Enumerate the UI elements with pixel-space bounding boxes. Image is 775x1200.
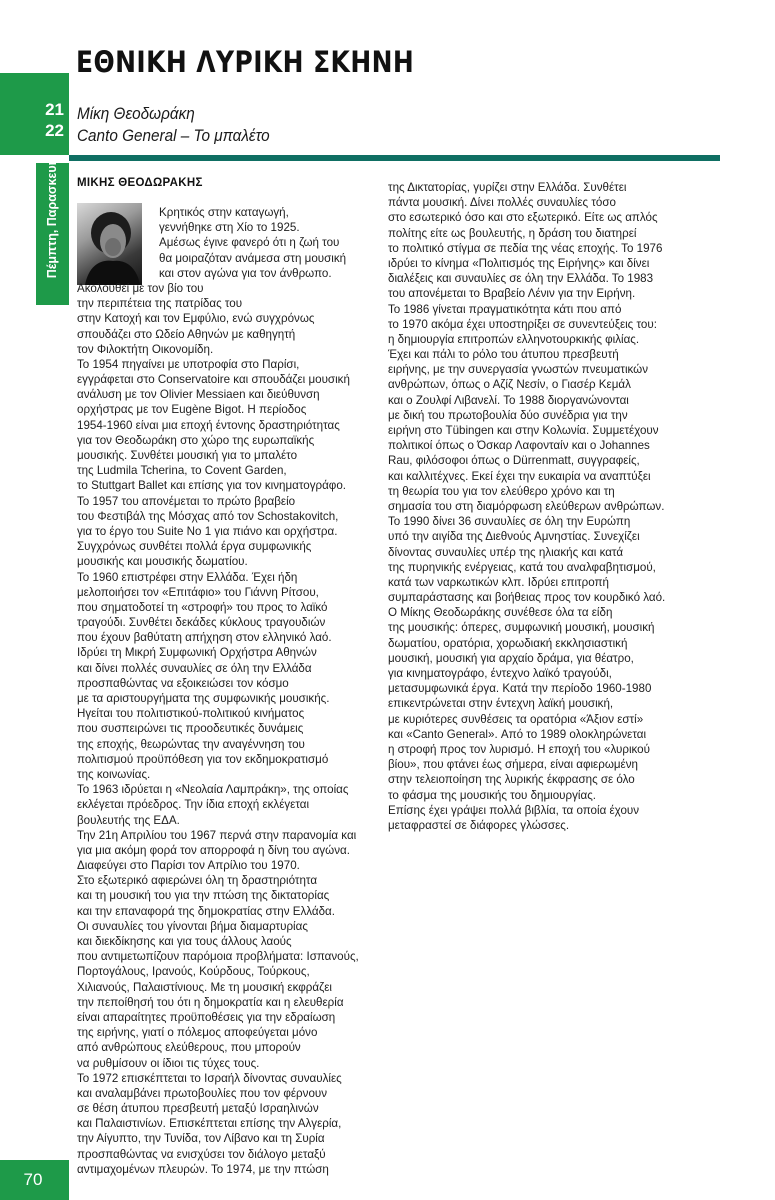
text-line: ανθρώπων, όπως ο Αζίζ Νεσίν, ο Γιασέρ Κεμάλ	[388, 378, 631, 392]
text-line: το πολιτικό στίγμα σε πεδία της νέας εποχής. Το 1976	[388, 241, 663, 255]
text-line: προσπαθώντας να ενισχύσει τον διάλογο μεταξύ	[77, 1147, 326, 1161]
page-number-box	[0, 1160, 69, 1200]
text-line: Το 1990 δίνει 36 συναυλίες σε όλη την Ευρώπη	[388, 515, 631, 529]
text-line: Έχει και πάλι το ρόλο του άτυπου πρεσβευτή	[388, 348, 619, 362]
side-tab	[36, 157, 69, 305]
text-line: από ανθρώπους ελεύθερους, που μπορούν	[77, 1041, 301, 1055]
text-line: Ηγείται του πολιτιστικού-πολιτικού κινήματος	[77, 707, 305, 721]
text-line: με τα αριστουργήματα της συμφωνικής μουσικής.	[77, 692, 330, 705]
text-line: Το 1986 γίνεται πραγματικότητα κάτι που από	[388, 302, 622, 316]
text-line: Rau, φιλόσοφοι όπως ο Dürrenmatt, συγγραφείς,	[388, 454, 640, 468]
text-line: εγγράφεται στο Conservatoire και σπουδάζει μουσική	[77, 373, 350, 387]
text-line: που έχουν βαθύτατη απήχηση στον ελληνικό λαό.	[77, 631, 332, 645]
text-line: τον Φιλοκτήτη Οικονομίδη.	[77, 342, 214, 356]
text-line: θα μοιραζόταν ανάμεσα στη μουσική	[159, 251, 347, 265]
text-line: την πεποίθησή του ότι η δημοκρατία και η ελευθερία	[77, 995, 344, 1009]
text-line: Αμέσως έγινε φανερό ότι η ζωή του	[159, 236, 340, 250]
header-rule	[69, 155, 720, 161]
page-number: 70	[23, 1170, 43, 1189]
text-line: την περιπέτεια της πατρίδας του	[77, 297, 243, 311]
text-line: του Φεστιβάλ της Μόσχας από τον Schostakovitch,	[77, 509, 339, 523]
text-line: Το 1954 πηγαίνει με υποτροφία στο Παρίσι,	[77, 357, 300, 371]
article-heading: ΜΙΚΗΣ ΘΕΟΔΩΡΑΚΗΣ	[77, 177, 203, 189]
text-line: που συσπειρώνει τις προοδευτικές δυνάμεις	[77, 722, 304, 736]
text-line: πολιτισμού προϋπόθεση για τον εκδημοκρατισμό	[77, 752, 329, 766]
text-line: εκλέγεται πρόεδρος. Την ίδια εποχή εκλέγεται	[77, 798, 310, 812]
text-line: Οι συναυλίες του γίνονται βήμα διαμαρτυρίας	[77, 919, 308, 933]
issue-number-bottom: 22	[45, 121, 64, 140]
issue-number-top: 21	[45, 100, 64, 119]
text-line: η στροφή προς τον λυρισμό. Η εποχή του «λυρικού	[388, 742, 650, 756]
text-line: δωματίου, ορατόρια, χορωδιακή εκκλησιαστική	[388, 636, 628, 650]
text-line: και στον αγώνα για τον άνθρωπο.	[159, 266, 332, 280]
text-line: ειρήνη στο Tübingen και στην Κολωνία. Συμμετέχουν	[388, 424, 659, 437]
text-line: με δική του πρωτοβουλία δύο συνέδρια για την	[388, 408, 628, 422]
text-line: για τον Θεοδωράκη στο χώρο της ευρωπαϊκής	[77, 433, 315, 447]
text-line: και Παλαιστινίων. Επισκέπτεται επίσης την Αλγερία,	[77, 1117, 342, 1131]
issue-number-box	[0, 73, 69, 155]
text-line: γεννήθηκε στη Χίο το 1925.	[159, 221, 300, 235]
text-line: Το 1960 επιστρέφει στην Ελλάδα. Έχει ήδη	[77, 570, 298, 584]
text-line: για κινηματογράφο, έντεχνο λαϊκό τραγούδι,	[388, 667, 612, 680]
text-line: βίου», που φτάνει έως σήμερα, είναι αφιερωμένη	[388, 758, 638, 772]
text-line: και διεκδίκησης και για τους άλλους λαούς	[77, 935, 292, 948]
article-column-left	[77, 205, 372, 1177]
text-line: του απονέμεται το Βραβείο Λένιν για την Ειρήνη.	[388, 287, 636, 301]
text-line: ειρήνης, με την συνεργασία γνωστών πνευματικών	[388, 363, 649, 377]
text-line: επικεντρώνεται στην έντεχνη λαϊκή μουσική,	[388, 697, 614, 711]
text-line: είναι απαραίτητες προϋποθέσεις για την εδραίωση	[77, 1010, 336, 1024]
text-line: και «Canto General». Από το 1989 ολοκληρώνεται	[388, 727, 647, 741]
text-line: το Stuttgart Ballet και επίσης για τον κινηματογράφο.	[77, 479, 346, 493]
text-line: με κυριότερες συνθέσεις τα ορατόρια «Άξιον εστί»	[388, 712, 644, 726]
page-title: ΕΘΝΙΚΗ ΛΥΡΙΚΗ ΣΚΗΝΗ	[76, 45, 415, 79]
text-line: μουσική, μουσική για αρχαίο δράμα, για θέατρο,	[388, 651, 634, 665]
text-line: της Ludmila Tcherina, το Covent Garden,	[77, 464, 287, 478]
text-line: η δημιουργία επιτροπών ελληνοτουρκικής φιλίας.	[388, 332, 640, 346]
text-line: στην Κατοχή και τον Εμφύλιο, ενώ συγχρόνως	[77, 312, 315, 326]
text-line: ορχήστρας με τον Eugène Bigot. Η περίοδος	[77, 403, 307, 417]
text-line: Πορτογάλους, Ιρανούς, Κούρδους, Τούρκους,	[77, 965, 310, 979]
text-line: Ακολουθεί με τον βίο του	[77, 281, 204, 295]
text-line: πολιτικοί όπως ο Όσκαρ Λαφονταίν και ο Johannes	[388, 439, 650, 453]
text-line: μεταφραστεί σε διάφορες γλώσσες.	[388, 818, 570, 832]
text-line: ιδρύει το κίνημα «Πολιτισμός της Ειρήνης» και δίνει	[388, 256, 650, 270]
text-line: της εποχής, θεωρώντας την αναγέννηση του	[77, 737, 305, 751]
text-line: που σηματοδοτεί τη «στροφή» του προς το λαϊκό	[77, 600, 328, 614]
text-line: της Δικτατορίας, γυρίζει στην Ελλάδα. Συνθέτει	[388, 181, 627, 194]
text-line: και δίνει πολλές συναυλίες σε όλη την Ελλάδα	[77, 661, 312, 675]
text-line: τραγούδι. Συνθέτει δεκάδες κύκλους τραγουδιών	[77, 616, 326, 630]
text-line: αντιμαχομένων πλευρών. Το 1974, με την πτώση	[77, 1162, 329, 1176]
text-line: το φάσμα της μουσικής του δημιουργίας.	[388, 788, 597, 802]
text-line: Το 1957 του απονέμεται το πρώτο βραβείο	[77, 494, 296, 508]
text-line: διαλέξεις και συναυλίες σε όλη την Ελλάδα. Το 1983	[388, 272, 654, 286]
text-line: Ο Μίκης Θεοδωράκης συνέθεσε όλα τα είδη	[388, 606, 613, 620]
text-line: μουσικής. Συνθέτει μουσική για το μπαλέτο	[77, 449, 298, 462]
text-line: συμπαράστασης και βοήθειας προς τον κουρδικό λαό.	[388, 591, 666, 605]
text-line: μουσικής και μουσικής δωματίου.	[77, 555, 248, 569]
text-line: 1954-1960 είναι μια εποχή έντονης δραστηριότητας	[77, 418, 340, 432]
text-line: Το 1963 ιδρύεται η «Νεολαία Λαμπράκη», της οποίας	[77, 783, 349, 797]
text-line: στο εσωτερικό όσο και στο εξωτερικό. Είτε ως απλός	[388, 211, 658, 225]
text-line: Την 21η Απριλίου του 1967 περνά στην παρανομία και	[77, 828, 357, 842]
text-line: της πυρηνικής ενέργειας, κατά του αναλφαβητισμού,	[388, 560, 656, 574]
text-line: για το έργο του Suite No 1 για πιάνο και ορχήστρα.	[77, 524, 338, 538]
text-line: και τη μουσική του για την πτώση της δικτατορίας	[77, 889, 330, 903]
text-line: μετασυμφωνικά έργα. Κατά την περίοδο 1960-1980	[388, 682, 652, 696]
text-line: και ο Ζουλφί Λιβανελί. Το 1988 διοργανώνονται	[388, 393, 629, 407]
text-line: πολίτης είτε ως βουλευτής, η δράση του διατηρεί	[388, 226, 637, 240]
side-tab-label: Πέμπτη, Παρασκευή	[45, 157, 59, 279]
text-line: ανάλυση με τον Olivier Messiaen και διεύθυνση	[77, 388, 320, 402]
text-line: και καλλιτέχνες. Εκεί έχει την ευκαιρία να αναπτύξει	[388, 469, 651, 483]
text-line: υπό την αιγίδα της Διεθνούς Αμνηστίας. Συνεχίζει	[388, 530, 640, 544]
text-line: και αναλαμβάνει πρωτοβουλίες που τον φέρνουν	[77, 1086, 328, 1100]
subtitle-composer: Μίκη Θεοδωράκη	[77, 104, 195, 123]
text-line: Στο εξωτερικό αφιερώνει όλη τη δραστηριότητα	[77, 874, 318, 888]
text-line: την Αίγυπτο, την Τυνίδα, τον Λίβανο και τη Συρία	[77, 1132, 325, 1146]
text-line: δίνοντας συναυλίες υπέρ της ηλιακής και κατά	[388, 545, 624, 559]
text-line: τη θεωρία του για τον ελεύθερο χρόνο και τη	[388, 484, 615, 498]
text-line: Διαφεύγει στο Παρίσι τον Απρίλιο του 1970.	[77, 859, 300, 873]
text-line: της ειρήνης, γιατί ο πόλεμος αποφεύγεται μόνο	[77, 1026, 318, 1040]
article-column-right	[388, 180, 723, 833]
text-line: βουλευτής της ΕΔΑ.	[77, 813, 180, 827]
text-line: Το 1972 επισκέπτεται το Ισραήλ δίνοντας συναυλίες	[77, 1071, 342, 1085]
text-line: και την επαναφορά της δημοκρατίας στην Ελλάδα.	[77, 904, 335, 918]
text-line: σημασία του στη διαμόρφωση ελεύθερων ανθρώπων.	[388, 499, 665, 513]
text-line: της κοινωνίας.	[77, 767, 151, 781]
text-line: Χιλιανούς, Παλαιστίνιους. Με τη μουσική εκφράζει	[77, 980, 332, 994]
text-line: Ιδρύει τη Μικρή Συμφωνική Ορχήστρα Αθηνών	[77, 646, 317, 660]
text-line: σπουδάζει στο Ωδείο Αθηνών με καθηγητή	[77, 327, 296, 341]
text-line: πάντα μουσική. Δίνει πολλές συναυλίες τόσο	[388, 196, 616, 210]
text-line: της μουσικής: όπερες, συμφωνική μουσική, μουσική	[388, 621, 655, 635]
text-line: να ρυθμίσουν οι ίδιοι τις τύχες τους.	[77, 1056, 260, 1070]
text-line: Κρητικός στην καταγωγή,	[159, 206, 289, 219]
text-line: το 1970 ακόμα έχει υποστηρίξει σε συνεντεύξεις του:	[388, 317, 657, 331]
text-line: κατά των ναρκωτικών κλπ. Ιδρύει επιτροπή	[388, 575, 609, 589]
subtitle-work: Canto General – Το μπαλέτο	[77, 126, 270, 145]
text-line: στην τελειοποίηση της λυρικής έκφρασης σε όλο	[388, 773, 635, 787]
text-line: Συγχρόνως συνθέτει πολλά έργα συμφωνικής	[77, 540, 312, 554]
text-line: μελοποιήσει τον «Επιτάφιο» του Γιάννη Ρίτσου,	[77, 585, 319, 599]
text-line: σε θέση άτυπου πρεσβευτή μεταξύ Ισραηλινών	[77, 1102, 319, 1116]
text-line: Επίσης έχει γράψει πολλά βιβλία, τα οποία έχουν	[388, 803, 640, 817]
text-line: για μια ακόμη φορά τον απορροφά η δίνη του αγώνα.	[77, 843, 350, 857]
text-line: που αντιμετωπίζουν παρόμοια προβλήματα: Ισπανούς,	[77, 950, 359, 964]
text-line: προσπαθώντας να εξοικειώσει τον κόσμο	[77, 676, 289, 690]
